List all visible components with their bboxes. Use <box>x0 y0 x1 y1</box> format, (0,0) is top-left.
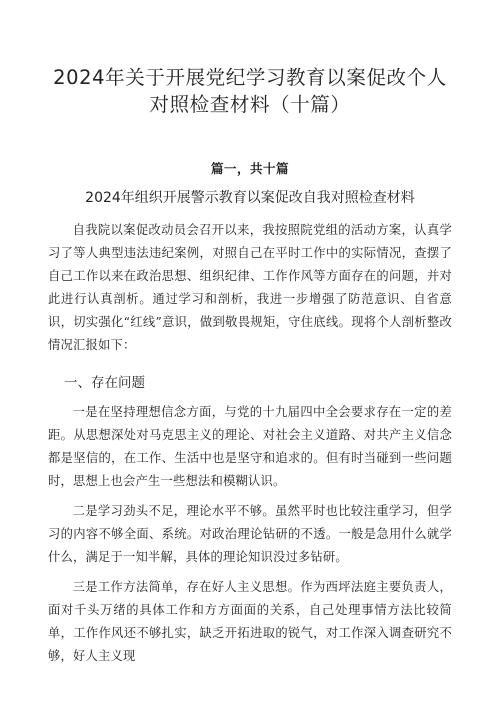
issue-paragraph-1: 一是在坚持理想信念方面，与党的十九届四中全会要求存在一定的差距。从思想深处对马克思主义的理论、对社会主义道路、对共产主义信念都是坚信的，在工作、生活中也是坚守和追求的。但有时当碰到一些问题时，思想上也会产生一些想法和模糊认识。 <box>48 405 452 488</box>
intro-paragraph: 自我院以案促改动员会召开以来，我按照院党组的活动方案，认真学习了等人典型违法违纪案例，对照自己在平时工作中的实际情况，查摆了自己工作以来在政治思想、组织纪律、工作作风等方面存在的问题，并对此进行认真剖析。通过学习和剖析，我进一步增强了防范意识、自省意识，切实强化“红线”意识，做到敬畏规矩，守住底线。现将个人剖析整改情况汇报如下： <box>48 223 452 352</box>
sub-title: 2024年组织开展警示教育以案促改自我对照检查材料 <box>85 190 415 206</box>
issue-paragraph-2: 二是学习劲头不足，理论水平不够。虽然平时也比较注重学习，但学习的内容不够全面、系统。对政治理论钻研的不透。一般是急用什么就学什么，满足于一知半解，具体的理论知识没过多钻研。 <box>48 504 452 564</box>
issue-paragraph-3: 三是工作方法简单，存在好人主义思想。作为西坪法庭主要负责人，面对千头万绪的具体工作和方方面面的关系，自己处理事情方法比较简单，工作作风还不够扎实，缺乏开拓进取的锐气，对工作深入调查研究不够，好人主义现 <box>48 580 452 663</box>
section-heading: 篇一，共十篇 <box>210 161 289 176</box>
document-title: 2024年关于开展党纪学习教育以案促改个人对照检查材料（十篇） <box>53 66 447 116</box>
part-heading-problems: 一、存在问题 <box>64 375 145 391</box>
